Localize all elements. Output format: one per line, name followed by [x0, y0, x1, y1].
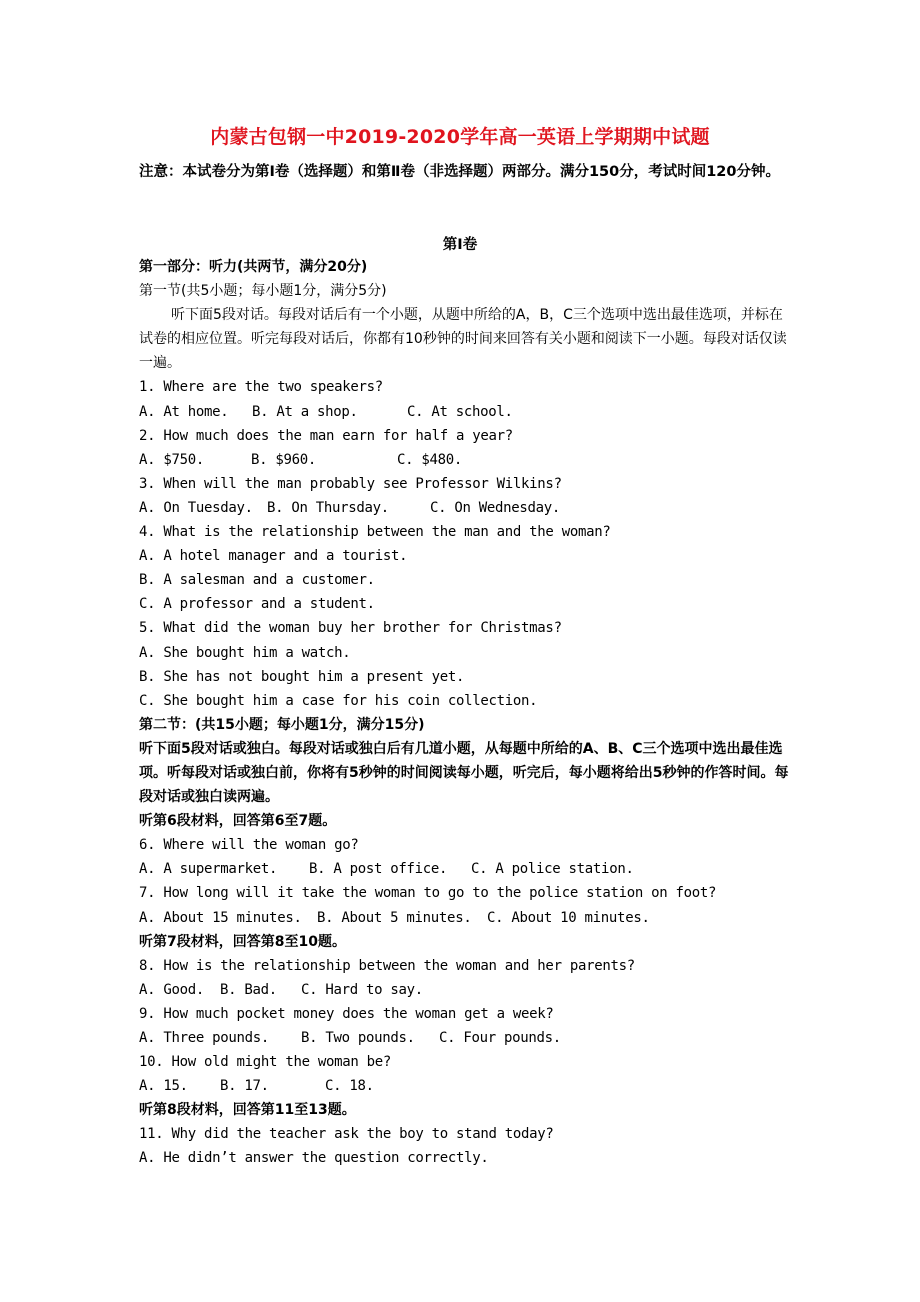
question-stem: 9. How much pocket money does the woman get a week? [139, 1005, 554, 1022]
question-stem: 3. When will the man probably see Professor Wilkins? [139, 475, 562, 492]
section2-heading: 第二节：(共15小题；每小题1分，满分15分) [139, 716, 425, 733]
option-a: A. 15. [139, 1078, 188, 1095]
option-c: C. She bought him a case for his coin collection. [139, 692, 538, 709]
part1-heading: 第一部分：听力(共两节，满分20分) [139, 259, 368, 275]
question-options [139, 978, 789, 1002]
question-options [139, 448, 789, 472]
question-stem: 8. How is the relationship between the woman and her parents? [139, 957, 635, 974]
section1-heading: 第一节(共5小题；每小题1分，满分5分) [139, 283, 387, 300]
option-a: A. He didn’t answer the question correctly. [139, 1150, 489, 1167]
question-options [139, 1026, 789, 1050]
option-b: B. At a shop. [252, 403, 358, 420]
question-stem: 2. How much does the man earn for half a year? [139, 427, 513, 444]
section2-instructions: 听下面5段对话或独白。每段对话或独白后有几道小题，从每题中所给的A、B、C三个选项中选出最佳选项。听每段对话或独白前，你将有5秒钟的时间阅读每小题，听完后，每小题将给出5秒钟的作答时间。每段对话或独白读两遍。 [139, 740, 789, 806]
question-stem: 10. How old might the woman be? [139, 1054, 391, 1071]
option-c: C. $480. [397, 451, 463, 468]
option-c: C. A police station. [471, 861, 634, 878]
option-b: B. $960. [251, 451, 317, 468]
option-b: B. A post office. [309, 861, 448, 878]
section1-instructions: 听下面5段对话。每段对话后有一个小题，从题中所给的A，B，C三个选项中选出最佳选项，并标在试卷的相应位置。听完每段对话后，你都有10秒钟的时间来回答有关小题和阅读下一小题。每段对话仅读一遍。 [139, 307, 787, 372]
material-7-heading: 听第7段材料，回答第8至10题。 [139, 933, 346, 950]
exam-title: 内蒙古包钢一中2019-2020学年高一英语上学期期中试题 [210, 126, 710, 148]
option-c: C. Four pounds. [439, 1030, 561, 1046]
option-a: A. On Tuesday. [139, 499, 253, 516]
option-b: B. About 5 minutes. [317, 909, 472, 926]
material-6-heading: 听第6段材料，回答第6至7题。 [139, 813, 337, 830]
option-c: C. Hard to say. [301, 981, 423, 998]
option-a: A. Three pounds. [139, 1030, 270, 1046]
question-options [139, 1074, 789, 1098]
question-stem: 1. Where are the two speakers? [139, 379, 383, 396]
exam-body [139, 255, 789, 1171]
option-a: A. About 15 minutes. [139, 909, 302, 926]
question-stem: 11. Why did the teacher ask the boy to stand today? [139, 1126, 554, 1143]
option-c: C. About 10 minutes. [487, 909, 650, 926]
option-c: C. 18. [325, 1078, 374, 1095]
option-a: A. At home. [139, 403, 229, 420]
option-a: A. A hotel manager and a tourist. [139, 548, 408, 565]
option-a: A. Good. [139, 981, 205, 998]
option-a: A. $750. [139, 451, 205, 468]
option-a: A. She bought him a watch. [139, 644, 351, 661]
question-options [139, 857, 789, 881]
option-b: B. 17. [220, 1078, 269, 1095]
question-options [139, 906, 789, 930]
option-c: C. A professor and a student. [139, 596, 375, 613]
option-b: B. On Thursday. [267, 499, 389, 516]
option-c: C. On Wednesday. [430, 499, 561, 516]
volume-heading: 第Ⅰ卷 [442, 237, 478, 253]
question-options [139, 400, 789, 424]
material-8-heading: 听第8段材料，回答第11至13题。 [139, 1102, 356, 1119]
option-b: B. Two pounds. [301, 1030, 415, 1046]
question-stem: 5. What did the woman buy her brother for Christmas? [139, 620, 562, 637]
option-a: A. A supermarket. [139, 861, 278, 878]
exam-note: 注意：本试卷分为第Ⅰ卷（选择题）和第Ⅱ卷（非选择题）两部分。满分150分，考试时间120分钟。 [139, 164, 780, 180]
question-stem: 7. How long will it take the woman to go to the police station on foot? [139, 885, 717, 902]
question-stem: 4. What is the relationship between the man and the woman? [139, 524, 611, 541]
option-b: B. A salesman and a customer. [139, 572, 375, 589]
option-b: B. Bad. [220, 981, 277, 998]
option-b: B. She has not bought him a present yet. [139, 668, 465, 685]
option-c: C. At school. [407, 403, 513, 420]
question-options [139, 496, 789, 520]
question-stem: 6. Where will the woman go? [139, 837, 359, 854]
